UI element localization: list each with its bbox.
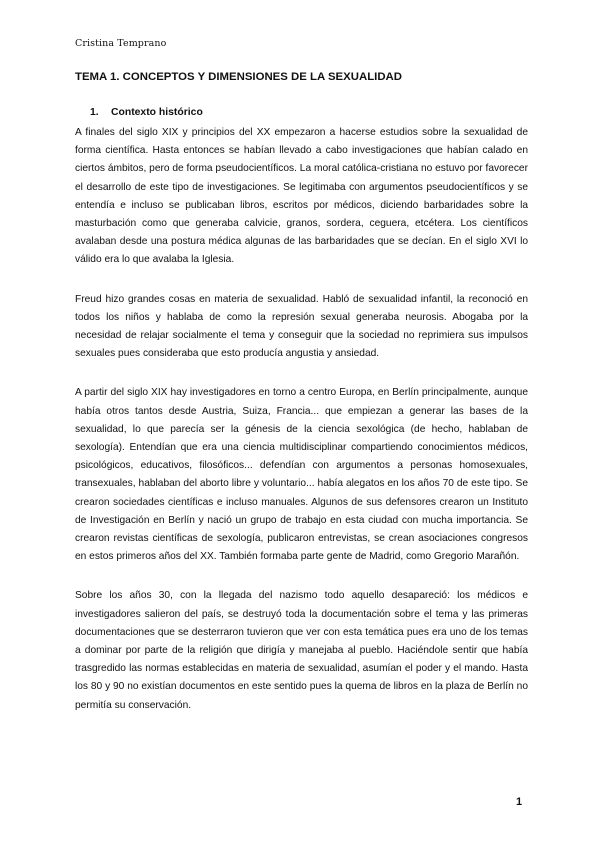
page-number: 1 — [516, 796, 523, 808]
paragraph: A finales del siglo XIX y principios del XX empezaron a hacerse estudios sobre la sexualidad de forma científica. Hasta entonces se habían llevado a cabo investigaciones que habían calado en ciertos ámbitos, pero de forma pseudocientíficos. La moral católica-cristiana no estuvo por favorecer el desarrollo de este tipo de investigaciones. Se legitimaba con argumentos pseudocientíficos y se entendía e incluso se publicaban libros, escritos por médicos, diciendo barbaridades sobre la masturbación como que generaba calvicie, granos, sordera, ceguera, etcétera. Los científicos avalaban desde una postura médica algunas de las barbaridades que se decían. En el siglo XVI lo válido era lo que avalaba la Iglesia. — [75, 127, 528, 266]
paragraph: A partir del siglo XIX hay investigadores en torno a centro Europa, en Berlín principalmente, aunque había otros tantos desde Austria, Suiza, Francia... que empiezan a generar las bases de la sexualidad, lo que parecía ser la génesis de la ciencia sexológica (de hecho, hablaban de sexología). Entendían que era una ciencia multidisciplinar compartiendo conocimientos médicos, psicológicos, educativos, filosóficos... defendían con argumentos a personas homosexuales, transexuales, hablaban del aborto libre y voluntario... había alegatos en los años 70 de este tipo. Se crearon sociedades científicas e incluso manuales. Algunos de sus defensores crearon un Instituto de Investigación en Berlín y nació un grupo de trabajo en esta ciudad con mucha importancia. Se crearon revistas científicas de sexología, publicaron entrevistas, se crean asociaciones congresos en estos primeros años del XX. También formaba parte gente de Madrid, como Gregorio Marañón. — [75, 387, 528, 563]
paragraph: Sobre los años 30, con la llegada del nazismo todo aquello desapareció: los médicos e investigadores salieron del país, se destruyó toda la documentación sobre el tema y las primeras documentaciones que se desterraron tuvieron que ver con esta temática pues era uno de los temas a dominar por parte de la religión que dirigía y manejaba al pueblo. Haciéndole sentir que había trasgredido las normas establecidas en materia de sexualidad, asumían el poder y el mando. Hasta los 80 y 90 no existían documentos en este sentido pues la quema de libros en la plaza de Berlín no permitía su conservación. — [75, 590, 528, 711]
header-author: Cristina Temprano — [75, 38, 167, 49]
section-number: 1. — [90, 107, 99, 118]
section-heading-text: Contexto histórico — [111, 107, 203, 118]
section-heading — [90, 107, 203, 118]
document-title: TEMA 1. CONCEPTOS Y DIMENSIONES DE LA SEXUALIDAD — [75, 71, 403, 83]
paragraph: Freud hizo grandes cosas en materia de sexualidad. Habló de sexualidad infantil, la reconoció en todos los niños y hablaba de como la represión sexual generaba neurosis. Abogaba por la necesidad de relajar socialmente el tema y conseguir que la sociedad no reprimiera sus impulsos sexuales pues consideraba que esto producía angustia y ansiedad. — [75, 293, 528, 360]
body-text — [75, 124, 528, 736]
